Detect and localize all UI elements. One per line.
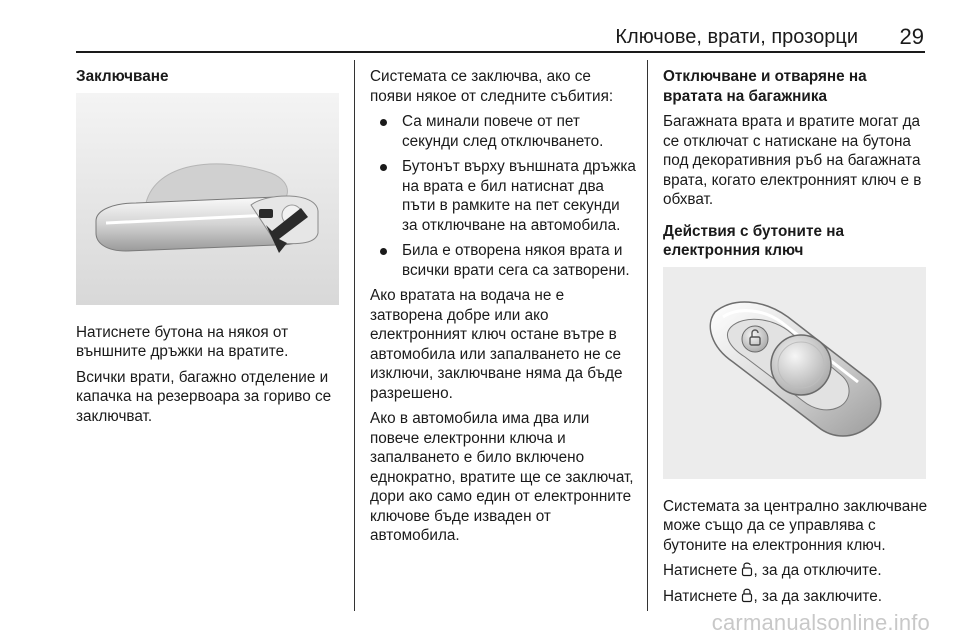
list-item: Бутонът върху външната дръжка на врата е бил натиснат два пъти в рамките на пет секунди за отключване на автомобила. bbox=[370, 157, 636, 235]
bullet-icon bbox=[380, 164, 387, 171]
locking-result: Всички врати, багажно отделение и капачка на резервоара за гориво се заключват. bbox=[76, 368, 332, 425]
running-header-title: Ключове, врати, прозорци bbox=[615, 26, 858, 48]
page-number: 29 bbox=[899, 24, 924, 49]
list-item: Била е отворена някоя врата и всички врати сега са затворени. bbox=[370, 241, 636, 280]
section-heading-key-buttons: Действия с бутоните на електронния ключ bbox=[663, 222, 844, 259]
watermark: carmanualsonline.info bbox=[711, 610, 930, 635]
driver-door-note: Ако вратата на водача не е затворена добре или ако електронният ключ остане вътре в автомобила или запалването не се изключи, заключване няма да бъде разрешено. bbox=[370, 287, 623, 402]
unlock-instruction: Натиснете , за да отключите. bbox=[663, 562, 882, 579]
unlock-padlock-icon bbox=[741, 561, 753, 577]
car-door-handle-illustration-icon bbox=[76, 93, 339, 305]
column-divider-2 bbox=[647, 60, 648, 611]
relock-intro: Системата се заключва, ако се появи някое от следните събития: bbox=[370, 68, 614, 105]
locking-instruction: Натиснете бутона на някоя от външните дръжки на вратите. bbox=[76, 323, 289, 360]
multiple-keys-note: Ако в автомобила има два или повече електронни ключа и запалването е било включено еднократно, вратите ще се заключат, дори ако само един от електронните ключове бъде изваден от автомобила. bbox=[370, 410, 634, 544]
column-2 bbox=[370, 67, 636, 552]
bullet-icon bbox=[380, 119, 387, 126]
bullet-icon bbox=[380, 248, 387, 255]
key-fob-figure bbox=[663, 267, 926, 479]
lock-padlock-icon bbox=[741, 587, 753, 603]
lock-instruction: Натиснете , за да заключите. bbox=[663, 587, 882, 605]
column-3 bbox=[663, 67, 929, 612]
column-1 bbox=[76, 67, 342, 432]
electronic-key-fob-illustration-icon bbox=[663, 267, 926, 479]
tailgate-description: Багажната врата и вратите могат да се отключат с натискане на бутона под декоративния ръб на багажната врата, когато електронният ключ е в обхват. bbox=[663, 113, 922, 208]
section-heading-tailgate: Отключване и отваряне на вратата на багажника bbox=[663, 68, 867, 105]
list-item: Са минали повече от пет секунди след отключването. bbox=[370, 112, 636, 151]
central-locking-description: Системата за централно заключване може също да се управлява с бутоните на електронния ключ. bbox=[663, 497, 928, 554]
section-heading-locking: Заключване bbox=[76, 68, 169, 85]
header-rule bbox=[76, 51, 925, 53]
door-handle-figure bbox=[76, 93, 339, 305]
column-divider-1 bbox=[354, 60, 355, 611]
relock-conditions-list bbox=[370, 112, 636, 280]
